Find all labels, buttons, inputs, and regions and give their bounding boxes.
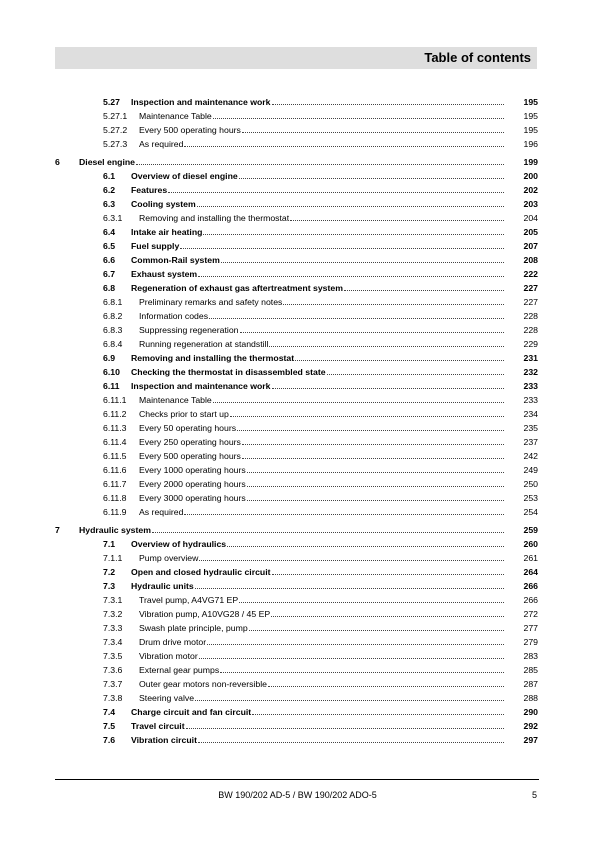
- section-number: 6.11.4: [103, 437, 127, 447]
- dot-leader: [207, 644, 504, 645]
- toc-entry[interactable]: [55, 379, 538, 393]
- toc-entry[interactable]: [55, 393, 538, 407]
- toc-entry-body: [79, 393, 506, 407]
- page-number: 196: [523, 139, 538, 149]
- section-number: 6.2: [103, 185, 116, 195]
- dot-leader: [239, 602, 504, 603]
- toc-entry-body: [79, 537, 506, 551]
- entry-title: Every 3000 operating hours: [139, 493, 246, 503]
- entry-title: Drum drive motor: [139, 637, 207, 647]
- page-number: 235: [523, 423, 538, 433]
- toc-entry[interactable]: [55, 155, 538, 169]
- entry-title: Inspection and maintenance work: [131, 381, 271, 391]
- toc-entry-body: [79, 183, 506, 197]
- toc-entry[interactable]: [55, 435, 538, 449]
- section-number: 7.3.8: [103, 693, 123, 703]
- toc-entry[interactable]: [55, 463, 538, 477]
- section-number: 6.11.5: [103, 451, 127, 461]
- dot-leader: [283, 304, 504, 305]
- dot-leader: [239, 178, 504, 179]
- dot-leader: [242, 132, 504, 133]
- page-number: 195: [523, 111, 538, 121]
- entry-title: Swash plate principle, pump: [139, 623, 248, 633]
- dot-leader: [295, 360, 504, 361]
- toc-entry-body: [79, 295, 506, 309]
- dot-leader: [184, 146, 504, 147]
- entry-title: Vibration motor: [139, 651, 198, 661]
- toc-entry-body: [79, 351, 506, 365]
- entry-title: Hydraulic system: [79, 525, 151, 535]
- section-number: 7.3.2: [103, 609, 123, 619]
- page-number: 266: [523, 595, 538, 605]
- section-number: 6.8: [103, 283, 116, 293]
- dot-leader: [230, 416, 504, 417]
- section-number: 5.27.2: [103, 125, 128, 135]
- section-number: 7.3.4: [103, 637, 123, 647]
- page-number: 231: [523, 353, 538, 363]
- page-number: 233: [523, 395, 538, 405]
- toc-entry-body: [79, 691, 506, 705]
- dot-leader: [227, 546, 504, 547]
- page-number: 204: [523, 213, 538, 223]
- toc-entry[interactable]: [55, 449, 538, 463]
- section-number: 6.8.2: [103, 311, 123, 321]
- page-number: 195: [523, 125, 538, 135]
- toc-entry[interactable]: [55, 477, 538, 491]
- page-number: 254: [523, 507, 538, 517]
- entry-title: Features: [131, 185, 168, 195]
- toc-entry[interactable]: [55, 253, 538, 267]
- toc-entry-body: [79, 719, 506, 733]
- dot-leader: [221, 262, 504, 263]
- page-number: 292: [523, 721, 538, 731]
- toc-entry-body: [79, 649, 506, 663]
- section-number: 7.3: [103, 581, 116, 591]
- section-number: 6.11.9: [103, 507, 127, 517]
- toc-entry-body: [79, 463, 506, 477]
- page-number: 229: [523, 339, 538, 349]
- entry-title: Open and closed hydraulic circuit: [131, 567, 271, 577]
- page-number: 234: [523, 409, 538, 419]
- toc-entry-body: [79, 449, 506, 463]
- entry-title: Checking the thermostat in disassembled state: [131, 367, 326, 377]
- dot-leader: [198, 742, 504, 743]
- toc-entry-body: [79, 267, 506, 281]
- entry-title: Inspection and maintenance work: [131, 97, 271, 107]
- toc-entry-body: [79, 621, 506, 635]
- dot-leader: [197, 206, 504, 207]
- section-number: 6.11.1: [103, 395, 127, 405]
- toc-entry[interactable]: [55, 635, 538, 649]
- dot-leader: [136, 164, 504, 165]
- toc-entry-body: [79, 421, 506, 435]
- entry-title: Exhaust system: [131, 269, 198, 279]
- toc-entry-body: [79, 197, 506, 211]
- section-number: 7.4: [103, 707, 116, 717]
- toc-entry-body: [79, 705, 506, 719]
- section-number: 6.11.2: [103, 409, 127, 419]
- entry-title: Regeneration of exhaust gas aftertreatment system: [131, 283, 343, 293]
- toc-entry-body: [79, 579, 506, 593]
- toc-entry-body: [79, 607, 506, 621]
- toc-entry[interactable]: [55, 505, 538, 519]
- toc-entry[interactable]: [55, 579, 538, 593]
- section-number: 6.7: [103, 269, 116, 279]
- section-number: 6.5: [103, 241, 116, 251]
- entry-title: Hydraulic units: [131, 581, 194, 591]
- entry-title: Outer gear motors non-reversible: [139, 679, 267, 689]
- toc-entry-body: [79, 635, 506, 649]
- entry-title: Removing and installing the thermostat: [131, 353, 295, 363]
- footer-divider: [55, 779, 539, 780]
- page-number: 242: [523, 451, 538, 461]
- section-number: 7.3.1: [103, 595, 123, 605]
- page-number: 233: [523, 381, 538, 391]
- toc-entry[interactable]: [55, 337, 538, 351]
- entry-title: Running regeneration at standstill: [139, 339, 269, 349]
- dot-leader: [184, 514, 504, 515]
- dot-leader: [180, 248, 504, 249]
- toc-entry[interactable]: [55, 95, 538, 109]
- page-number: 266: [523, 581, 538, 591]
- toc-entry-body: [79, 169, 506, 183]
- entry-title: Every 500 operating hours: [139, 451, 241, 461]
- page-number: 208: [523, 255, 538, 265]
- entry-title: As required: [139, 139, 184, 149]
- dot-leader: [242, 444, 504, 445]
- page-number: 207: [523, 241, 538, 251]
- toc-entry[interactable]: [55, 649, 538, 663]
- section-number: 6.11.8: [103, 493, 127, 503]
- toc-entry-body: [79, 733, 506, 747]
- toc-entry[interactable]: [55, 137, 538, 151]
- page-number: 259: [523, 525, 538, 535]
- section-number: 5.27.3: [103, 139, 128, 149]
- toc-entry[interactable]: [55, 705, 538, 719]
- toc-entry-body: [79, 477, 506, 491]
- page-number: 260: [523, 539, 538, 549]
- section-number: 6.11.7: [103, 479, 127, 489]
- toc-entry[interactable]: [55, 351, 538, 365]
- toc-entry[interactable]: [55, 593, 538, 607]
- entry-title: Suppressing regeneration: [139, 325, 239, 335]
- toc-entry-body: [79, 505, 506, 519]
- section-number: 6.11.6: [103, 465, 127, 475]
- toc-entry-body: [79, 565, 506, 579]
- toc-entry-body: [79, 337, 506, 351]
- entry-title: Cooling system: [131, 199, 196, 209]
- section-number: 6.10: [103, 367, 120, 377]
- toc-entry[interactable]: [55, 295, 538, 309]
- entry-title: Vibration pump, A10VG28 / 45 EP: [139, 609, 271, 619]
- toc-entry[interactable]: [55, 211, 538, 225]
- dot-leader: [199, 658, 504, 659]
- page-number: 228: [523, 325, 538, 335]
- dot-leader: [290, 220, 504, 221]
- toc-entry-body: [79, 309, 506, 323]
- dot-leader: [213, 118, 504, 119]
- footer-page-number: 5: [531, 790, 537, 800]
- dot-leader: [247, 486, 504, 487]
- toc-entry[interactable]: [55, 267, 538, 281]
- section-number: 6.4: [103, 227, 116, 237]
- toc-entry-body: [79, 407, 506, 421]
- toc-entry-body: [79, 435, 506, 449]
- toc-entry-body: [79, 365, 506, 379]
- toc-entry-body: [79, 155, 506, 169]
- dot-leader: [199, 560, 504, 561]
- toc-entry[interactable]: [55, 281, 538, 295]
- entry-title: Overview of diesel engine: [131, 171, 238, 181]
- toc-entry[interactable]: [55, 109, 538, 123]
- toc-entry[interactable]: [55, 733, 538, 747]
- toc-entry[interactable]: [55, 663, 538, 677]
- toc-entry[interactable]: [55, 677, 538, 691]
- dot-leader: [272, 104, 504, 105]
- toc-entry[interactable]: [55, 537, 538, 551]
- dot-leader: [327, 374, 504, 375]
- toc-entry-body: [79, 211, 506, 225]
- dot-leader: [272, 574, 504, 575]
- toc-entry[interactable]: [55, 621, 538, 635]
- toc-entry-body: [79, 663, 506, 677]
- dot-leader: [268, 686, 504, 687]
- section-number: 7.2: [103, 567, 116, 577]
- entry-title: Steering valve: [139, 693, 195, 703]
- section-number: 7.3.5: [103, 651, 123, 661]
- section-number: 5.27.1: [103, 111, 128, 121]
- entry-title: Checks prior to start up: [139, 409, 229, 419]
- section-number: 6.1: [103, 171, 116, 181]
- section-number: 6.9: [103, 353, 116, 363]
- page-number: 205: [523, 227, 538, 237]
- toc-entry-body: [79, 593, 506, 607]
- page-number: 288: [523, 693, 538, 703]
- entry-title: External gear pumps: [139, 665, 220, 675]
- toc-entry[interactable]: [55, 309, 538, 323]
- section-number: 7.3.3: [103, 623, 123, 633]
- toc-entry[interactable]: [55, 169, 538, 183]
- table-of-contents: [55, 95, 538, 747]
- section-number: 6.8.4: [103, 339, 123, 349]
- dot-leader: [249, 630, 504, 631]
- toc-entry[interactable]: [55, 407, 538, 421]
- section-number: 5.27: [103, 97, 120, 107]
- toc-entry[interactable]: [55, 421, 538, 435]
- toc-entry[interactable]: [55, 523, 538, 537]
- page-number: 264: [523, 567, 538, 577]
- page-number: 249: [523, 465, 538, 475]
- section-number: 6.3.1: [103, 213, 123, 223]
- dot-leader: [195, 700, 504, 701]
- page-number: 297: [523, 735, 538, 745]
- toc-entry[interactable]: [55, 607, 538, 621]
- toc-entry-body: [79, 523, 506, 537]
- entry-title: Overview of hydraulics: [131, 539, 227, 549]
- section-number: 7.1.1: [103, 553, 123, 563]
- section-number: 6.11: [103, 381, 120, 391]
- entry-title: Diesel engine: [79, 157, 136, 167]
- toc-entry-body: [79, 281, 506, 295]
- toc-entry-body: [79, 491, 506, 505]
- toc-entry[interactable]: [55, 123, 538, 137]
- page-header: [55, 47, 537, 69]
- entry-title: Every 250 operating hours: [139, 437, 241, 447]
- page-number: 228: [523, 311, 538, 321]
- toc-entry[interactable]: [55, 183, 538, 197]
- entry-title: Pump overview: [139, 553, 199, 563]
- section-number: 7.5: [103, 721, 116, 731]
- toc-entry-body: [79, 137, 506, 151]
- entry-title: Every 1000 operating hours: [139, 465, 246, 475]
- section-number: 6.8.3: [103, 325, 123, 335]
- section-number: 7.3.7: [103, 679, 123, 689]
- page-title: Table of contents: [424, 50, 531, 65]
- section-number: 6.8.1: [103, 297, 123, 307]
- toc-entry-body: [79, 95, 506, 109]
- toc-entry-body: [79, 551, 506, 565]
- page-number: 195: [523, 97, 538, 107]
- page-number: 227: [523, 297, 538, 307]
- dot-leader: [195, 588, 504, 589]
- section-number: 6.11.3: [103, 423, 127, 433]
- toc-entry[interactable]: [55, 239, 538, 253]
- page-number: 277: [523, 623, 538, 633]
- toc-entry[interactable]: [55, 565, 538, 579]
- page-number: 279: [523, 637, 538, 647]
- entry-title: Maintenance Table: [139, 395, 212, 405]
- entry-title: Intake air heating: [131, 227, 203, 237]
- dot-leader: [152, 532, 504, 533]
- entry-title: Travel pump, A4VG71 EP: [139, 595, 239, 605]
- dot-leader: [213, 402, 504, 403]
- dot-leader: [271, 616, 504, 617]
- dot-leader: [252, 714, 504, 715]
- section-number: 6.6: [103, 255, 116, 265]
- toc-entry[interactable]: [55, 197, 538, 211]
- dot-leader: [344, 290, 504, 291]
- entry-title: Every 50 operating hours: [139, 423, 237, 433]
- entry-title: Every 500 operating hours: [139, 125, 241, 135]
- page-number: 199: [523, 157, 538, 167]
- dot-leader: [240, 332, 505, 333]
- section-number: 7.6: [103, 735, 116, 745]
- page-number: 237: [523, 437, 538, 447]
- page-number: 202: [523, 185, 538, 195]
- section-number: 6.3: [103, 199, 116, 209]
- entry-title: Common-Rail system: [131, 255, 220, 265]
- dot-leader: [247, 500, 504, 501]
- page-number: 272: [523, 609, 538, 619]
- toc-entry[interactable]: [55, 691, 538, 705]
- dot-leader: [237, 430, 504, 431]
- dot-leader: [203, 234, 504, 235]
- toc-entry[interactable]: [55, 365, 538, 379]
- toc-entry[interactable]: [55, 491, 538, 505]
- toc-entry[interactable]: [55, 551, 538, 565]
- entry-title: Preliminary remarks and safety notes: [139, 297, 283, 307]
- toc-entry-body: [79, 253, 506, 267]
- page-number: 290: [523, 707, 538, 717]
- toc-entry-body: [79, 123, 506, 137]
- toc-entry[interactable]: [55, 719, 538, 733]
- toc-entry-body: [79, 239, 506, 253]
- toc-entry-body: [79, 677, 506, 691]
- toc-entry[interactable]: [55, 323, 538, 337]
- entry-title: Maintenance Table: [139, 111, 212, 121]
- section-number: 7.3.6: [103, 665, 123, 675]
- entry-title: Every 2000 operating hours: [139, 479, 246, 489]
- entry-title: Travel circuit: [131, 721, 185, 731]
- chapter-number: 6: [55, 157, 60, 167]
- page-number: 203: [523, 199, 538, 209]
- entry-title: Charge circuit and fan circuit: [131, 707, 252, 717]
- page-number: 261: [523, 553, 538, 563]
- page-number: 232: [523, 367, 538, 377]
- page-number: 253: [523, 493, 538, 503]
- page-number: 227: [523, 283, 538, 293]
- toc-entry-body: [79, 109, 506, 123]
- entry-title: Removing and installing the thermostat: [139, 213, 290, 223]
- dot-leader: [186, 728, 504, 729]
- toc-entry-body: [79, 379, 506, 393]
- section-number: 7.1: [103, 539, 116, 549]
- entry-title: Fuel supply: [131, 241, 180, 251]
- entry-title: Information codes: [139, 311, 209, 321]
- chapter-number: 7: [55, 525, 60, 535]
- page-number: 287: [523, 679, 538, 689]
- dot-leader: [272, 388, 504, 389]
- dot-leader: [269, 346, 504, 347]
- page-number: 200: [523, 171, 538, 181]
- page-number: 285: [523, 665, 538, 675]
- dot-leader: [168, 192, 504, 193]
- entry-title: As required: [139, 507, 184, 517]
- page-number: 222: [523, 269, 538, 279]
- toc-entry-body: [79, 323, 506, 337]
- dot-leader: [220, 672, 504, 673]
- dot-leader: [247, 472, 504, 473]
- toc-entry-body: [79, 225, 506, 239]
- page-number: 250: [523, 479, 538, 489]
- dot-leader: [242, 458, 504, 459]
- toc-entry[interactable]: [55, 225, 538, 239]
- entry-title: Vibration circuit: [131, 735, 197, 745]
- footer-document-title: BW 190/202 AD-5 / BW 190/202 ADO-5: [218, 790, 377, 800]
- dot-leader: [198, 276, 504, 277]
- dot-leader: [209, 318, 504, 319]
- page-number: 283: [523, 651, 538, 661]
